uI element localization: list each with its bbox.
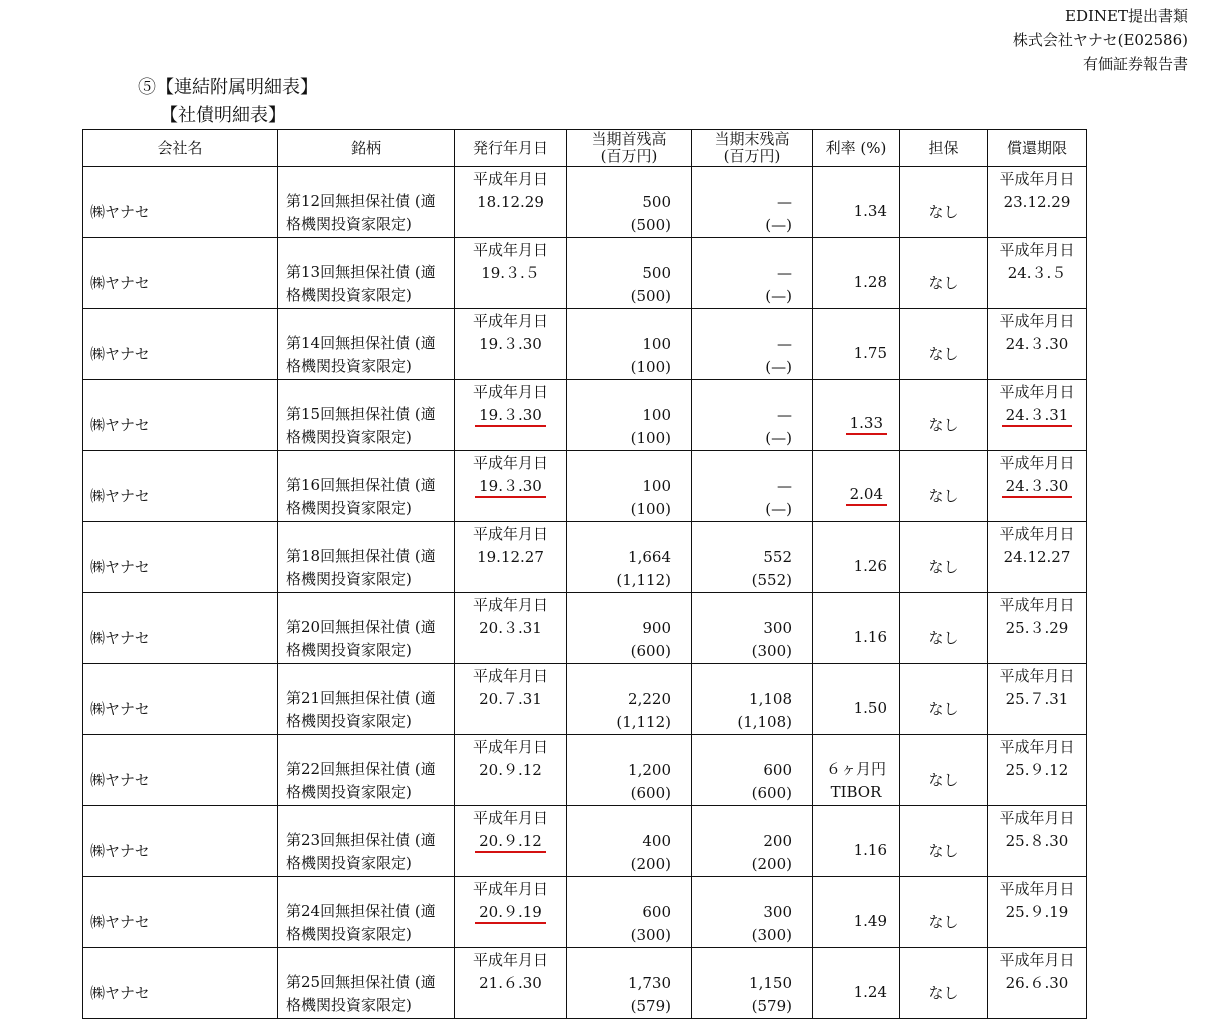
company-cell: ㈱ヤナセ bbox=[83, 380, 278, 451]
company-cell: ㈱ヤナセ bbox=[83, 664, 278, 735]
collateral-cell: なし bbox=[900, 948, 988, 1019]
issue-date-cell: 平成年月日 20.９.12 bbox=[455, 806, 567, 877]
issue-cell: 第22回無担保社債 (適 格機関投資家限定) bbox=[278, 735, 455, 806]
issue-cell: 第12回無担保社債 (適 格機関投資家限定) bbox=[278, 167, 455, 238]
end-balance-cell: — (—) bbox=[692, 167, 813, 238]
red-underline-mark: 1.33 bbox=[846, 413, 887, 435]
collateral-cell: なし bbox=[900, 380, 988, 451]
issue-cell: 第23回無担保社債 (適 格機関投資家限定) bbox=[278, 806, 455, 877]
maturity-cell: 平成年月日 25.９.12 bbox=[988, 735, 1087, 806]
end-balance-cell: 552 (552) bbox=[692, 522, 813, 593]
begin-balance-cell: 900 (600) bbox=[567, 593, 692, 664]
rate-cell: 1.28 bbox=[813, 238, 900, 309]
table-row bbox=[83, 522, 1087, 593]
company-cell: ㈱ヤナセ bbox=[83, 948, 278, 1019]
maturity-cell: 平成年月日 24.12.27 bbox=[988, 522, 1087, 593]
col-begin-balance: 当期首残高 (百万円) bbox=[567, 130, 692, 167]
table-row bbox=[83, 309, 1087, 380]
maturity-cell: 平成年月日 25.３.29 bbox=[988, 593, 1087, 664]
begin-balance-cell: 2,220 (1,112) bbox=[567, 664, 692, 735]
begin-balance-cell: 100 (100) bbox=[567, 380, 692, 451]
col-end-balance: 当期末残高 (百万円) bbox=[692, 130, 813, 167]
collateral-cell: なし bbox=[900, 238, 988, 309]
issue-date-cell: 平成年月日 19.３.30 bbox=[455, 309, 567, 380]
issue-date-cell: 平成年月日 20.９.12 bbox=[455, 735, 567, 806]
section-title: ⑤【連結附属明細表】 bbox=[138, 77, 318, 98]
issue-cell: 第18回無担保社債 (適 格機関投資家限定) bbox=[278, 522, 455, 593]
issue-date-cell: 平成年月日 18.12.29 bbox=[455, 167, 567, 238]
begin-balance-cell: 500 (500) bbox=[567, 167, 692, 238]
header-company: 株式会社ヤナセ(E02586) bbox=[1012, 31, 1188, 49]
issue-cell: 第25回無担保社債 (適 格機関投資家限定) bbox=[278, 948, 455, 1019]
company-cell: ㈱ヤナセ bbox=[83, 806, 278, 877]
maturity-cell: 平成年月日 24.３.30 bbox=[988, 451, 1087, 522]
company-cell: ㈱ヤナセ bbox=[83, 593, 278, 664]
maturity-cell: 平成年月日 25.８.30 bbox=[988, 806, 1087, 877]
begin-balance-cell: 1,200 (600) bbox=[567, 735, 692, 806]
table-header-row bbox=[83, 130, 1087, 167]
end-balance-cell: 300 (300) bbox=[692, 877, 813, 948]
end-balance-cell: 1,108 (1,108) bbox=[692, 664, 813, 735]
begin-balance-cell: 1,730 (579) bbox=[567, 948, 692, 1019]
rate-cell: 1.26 bbox=[813, 522, 900, 593]
red-underline-mark: 20.９.19 bbox=[475, 902, 546, 924]
begin-balance-cell: 400 (200) bbox=[567, 806, 692, 877]
red-underline-mark: 24.３.31 bbox=[1002, 405, 1073, 427]
col-maturity: 償還期限 bbox=[988, 130, 1087, 167]
rate-cell: 1.16 bbox=[813, 593, 900, 664]
company-cell: ㈱ヤナセ bbox=[83, 735, 278, 806]
rate-cell bbox=[813, 451, 900, 522]
table-row bbox=[83, 167, 1087, 238]
table-row bbox=[83, 877, 1087, 948]
issue-date-cell: 平成年月日 19.３.５ bbox=[455, 238, 567, 309]
issue-date-cell: 平成年月日 21.６.30 bbox=[455, 948, 567, 1019]
issue-cell: 第15回無担保社債 (適 格機関投資家限定) bbox=[278, 380, 455, 451]
company-cell: ㈱ヤナセ bbox=[83, 451, 278, 522]
issue-date-cell: 平成年月日 19.３.30 bbox=[455, 380, 567, 451]
issue-date-cell: 平成年月日 20.９.19 bbox=[455, 877, 567, 948]
collateral-cell: なし bbox=[900, 451, 988, 522]
table-row bbox=[83, 806, 1087, 877]
maturity-cell: 平成年月日 26.６.30 bbox=[988, 948, 1087, 1019]
end-balance-cell: 300 (300) bbox=[692, 593, 813, 664]
issue-date-cell: 平成年月日 19.３.30 bbox=[455, 451, 567, 522]
table-row bbox=[83, 664, 1087, 735]
begin-balance-cell: 500 (500) bbox=[567, 238, 692, 309]
issue-cell: 第14回無担保社債 (適 格機関投資家限定) bbox=[278, 309, 455, 380]
issue-cell: 第13回無担保社債 (適 格機関投資家限定) bbox=[278, 238, 455, 309]
collateral-cell: なし bbox=[900, 664, 988, 735]
begin-balance-cell: 1,664 (1,112) bbox=[567, 522, 692, 593]
table-row bbox=[83, 380, 1087, 451]
end-balance-cell: — (—) bbox=[692, 309, 813, 380]
begin-balance-cell: 600 (300) bbox=[567, 877, 692, 948]
rate-cell: 1.24 bbox=[813, 948, 900, 1019]
collateral-cell: なし bbox=[900, 167, 988, 238]
col-company: 会社名 bbox=[83, 130, 278, 167]
col-issue: 銘柄 bbox=[278, 130, 455, 167]
end-balance-cell: 200 (200) bbox=[692, 806, 813, 877]
maturity-cell: 平成年月日 25.７.31 bbox=[988, 664, 1087, 735]
header-filing-type: EDINET提出書類 bbox=[1065, 7, 1188, 25]
rate-cell: ６ヶ月円 TIBOR bbox=[813, 735, 900, 806]
issue-date-cell: 平成年月日 20.７.31 bbox=[455, 664, 567, 735]
issue-cell: 第21回無担保社債 (適 格機関投資家限定) bbox=[278, 664, 455, 735]
red-underline-mark: 20.９.12 bbox=[475, 831, 546, 853]
company-cell: ㈱ヤナセ bbox=[83, 877, 278, 948]
collateral-cell: なし bbox=[900, 735, 988, 806]
table-row bbox=[83, 238, 1087, 309]
issue-cell: 第16回無担保社債 (適 格機関投資家限定) bbox=[278, 451, 455, 522]
red-underline-mark: 2.04 bbox=[846, 484, 887, 506]
red-underline-mark: 19.３.30 bbox=[475, 405, 546, 427]
red-underline-mark: 19.３.30 bbox=[475, 476, 546, 498]
red-underline-mark: 24.３.30 bbox=[1002, 476, 1073, 498]
rate-cell: 1.75 bbox=[813, 309, 900, 380]
issue-cell: 第24回無担保社債 (適 格機関投資家限定) bbox=[278, 877, 455, 948]
collateral-cell: なし bbox=[900, 309, 988, 380]
company-cell: ㈱ヤナセ bbox=[83, 309, 278, 380]
issue-cell: 第20回無担保社債 (適 格機関投資家限定) bbox=[278, 593, 455, 664]
end-balance-cell: 600 (600) bbox=[692, 735, 813, 806]
end-balance-cell: 1,150 (579) bbox=[692, 948, 813, 1019]
begin-balance-cell: 100 (100) bbox=[567, 451, 692, 522]
rate-cell: 1.34 bbox=[813, 167, 900, 238]
subsection-title: 【社債明細表】 bbox=[160, 105, 286, 126]
maturity-cell: 平成年月日 24.３.５ bbox=[988, 238, 1087, 309]
issue-date-cell: 平成年月日 19.12.27 bbox=[455, 522, 567, 593]
collateral-cell: なし bbox=[900, 806, 988, 877]
rate-cell: 1.49 bbox=[813, 877, 900, 948]
table-row bbox=[83, 451, 1087, 522]
rate-cell bbox=[813, 380, 900, 451]
maturity-cell: 平成年月日 23.12.29 bbox=[988, 167, 1087, 238]
table-row bbox=[83, 593, 1087, 664]
col-issue-date: 発行年月日 bbox=[455, 130, 567, 167]
collateral-cell: なし bbox=[900, 877, 988, 948]
bond-table bbox=[82, 129, 1087, 1019]
col-collateral: 担保 bbox=[900, 130, 988, 167]
table-row bbox=[83, 735, 1087, 806]
collateral-cell: なし bbox=[900, 593, 988, 664]
collateral-cell: なし bbox=[900, 522, 988, 593]
end-balance-cell: — (—) bbox=[692, 380, 813, 451]
table-row bbox=[83, 948, 1087, 1019]
company-cell: ㈱ヤナセ bbox=[83, 167, 278, 238]
company-cell: ㈱ヤナセ bbox=[83, 238, 278, 309]
col-rate: 利率 (%) bbox=[813, 130, 900, 167]
begin-balance-cell: 100 (100) bbox=[567, 309, 692, 380]
header-report-type: 有価証券報告書 bbox=[1082, 55, 1188, 73]
rate-cell: 1.50 bbox=[813, 664, 900, 735]
end-balance-cell: — (—) bbox=[692, 451, 813, 522]
maturity-cell: 平成年月日 25.９.19 bbox=[988, 877, 1087, 948]
company-cell: ㈱ヤナセ bbox=[83, 522, 278, 593]
end-balance-cell: — (—) bbox=[692, 238, 813, 309]
maturity-cell: 平成年月日 24.３.31 bbox=[988, 380, 1087, 451]
maturity-cell: 平成年月日 24.３.30 bbox=[988, 309, 1087, 380]
rate-cell: 1.16 bbox=[813, 806, 900, 877]
issue-date-cell: 平成年月日 20.３.31 bbox=[455, 593, 567, 664]
